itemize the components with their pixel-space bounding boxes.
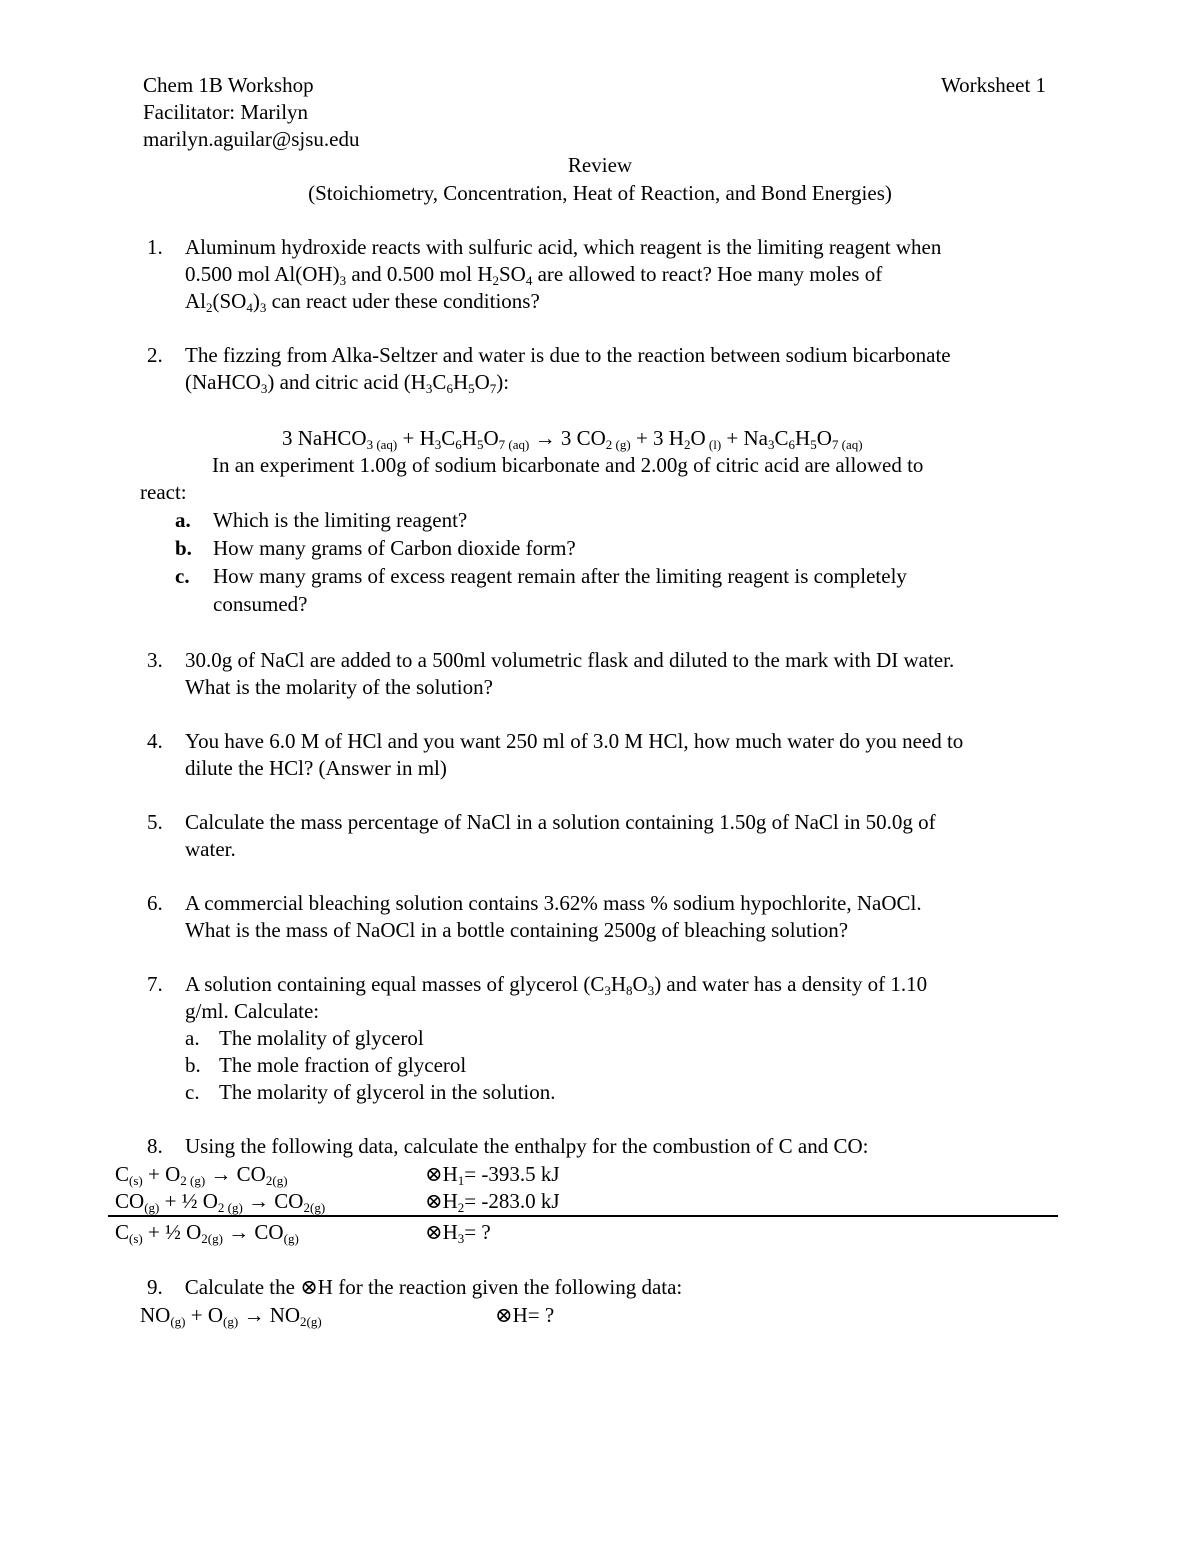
question-number: 2. [147,343,163,367]
reaction-1: $C_{(s)} + O_{2 (g)} \to CO_{2(g)}$ [115,1162,288,1188]
question-6 [147,890,1067,944]
question-9 [147,1274,682,1301]
q1-line-3: $Al_2(SO_4)_3$ can react uder these conditions? [185,289,540,315]
question-number: 6. [147,891,163,915]
q5-line-2: water. [185,837,236,861]
review-title: Review [567,153,633,177]
q3-line-2: What is the molarity of the solution? [185,675,493,699]
worksheet-label: Worksheet 1 [941,73,1047,97]
list-item-continued: consumed? [213,592,308,616]
reaction-3: $C_{(s)}$ + ½ $O_{2(g)} \to CO_{(g)}$ [115,1220,299,1246]
question-number: 7. [147,972,163,996]
question-number: 3. [147,648,163,672]
q7-line-2: g/ml. Calculate: [185,999,320,1023]
q1-line-2: 0.500 mol $Al(OH)_3$ and 0.500 mol $H_2SO_4$ are allowed to react? Hoe many moles of [185,262,883,288]
reaction-2: $CO_{(g)}$ + ½ $O_{2 (g)} \to CO_{2(g)}$ [115,1189,326,1215]
email: marilyn.aguilar@sjsu.edu [143,127,360,151]
q9-line-1: Calculate the ⊗H for the reaction given the following data: [184,1275,683,1299]
question-number: 9. [147,1275,163,1299]
question-5 [147,809,1067,863]
list-item: a. The molality of glycerol [185,1026,424,1050]
q2-react: react: [140,480,187,504]
list-item: c. The molarity of glycerol in the solution. [185,1080,556,1104]
q3-line-1: 30.0g of NaCl are added to a 500ml volumetric flask and diluted to the mark with DI water. [185,648,955,672]
q7-line-1: A solution containing equal masses of glycerol $(C_3H_8O_3)$ and water has a density of 1.10 [185,972,928,998]
enthalpy-3: $\otimes H_3=$ ? [425,1220,491,1246]
q2-line-2: (NaHCO$_3$) and citric acid $(H_3C_6H_5O_7)$: [185,370,510,396]
reaction-equation: 3 NaHCO$_{3 (aq)}$ + $H_3C_6H_5O_{7 (aq)} \to 3$ $CO_{2 (g)} + 3$ $H_2O$ $_{(l)} + Na_3C_6H_5O_{7 (aq)}$ [282,426,863,452]
question-1 [147,234,1067,315]
q4-line-1: You have 6.0 M of HCl and you want 250 ml of 3.0 M HCl, how much water do you need to [185,729,964,753]
question-number: 1. [147,235,163,259]
question-7 [147,971,1067,1025]
q2-parts [175,507,1075,619]
q5-line-1: Calculate the mass percentage of NaCl in a solution containing 1.50g of NaCl in 50.0g of [185,810,936,834]
question-8 [147,1133,1067,1160]
question-number: 8. [147,1134,163,1158]
q6-line-2: What is the mass of NaOCl in a bottle containing 2500g of bleaching solution? [185,918,849,942]
q8-line-1: Using the following data, calculate the enthalpy for the combustion of C and CO: [185,1134,869,1158]
list-item: b. The mole fraction of glycerol [185,1053,467,1077]
question-4 [147,728,1067,782]
q2-experiment: In an experiment 1.00g of sodium bicarbonate and 2.00g of citric acid are allowed to [212,453,924,477]
q4-line-2: dilute the HCl? (Answer in ml) [185,756,447,780]
question-number: 5. [147,810,163,834]
q2-line-1: The fizzing from Alka-Seltzer and water is due to the reaction between sodium bicarbonate [185,343,951,367]
q7-parts [185,1025,1085,1106]
question-2 [147,342,1067,396]
list-item: b. How many grams of Carbon dioxide form? [175,536,576,560]
q9-enthalpy: ⊗H= ? [495,1303,555,1327]
enthalpy-2: $\otimes H_2= -283.0$ kJ [425,1189,560,1215]
list-item: a. Which is the limiting reagent? [175,508,468,532]
review-subtitle: (Stoichiometry, Concentration, Heat of Reaction, and Bond Energies) [308,181,892,205]
enthalpy-1: $\otimes H_1= -393.5$ kJ [425,1162,560,1188]
question-3 [147,647,1067,701]
q6-line-1: A commercial bleaching solution contains 3.62% mass % sodium hypochlorite, NaOCl. [185,891,922,915]
list-item: c. How many grams of excess reagent remain after the limiting reagent is completely [175,564,907,588]
question-number: 4. [147,729,163,753]
sum-divider [108,1215,1058,1217]
course-title: Chem 1B Workshop [143,73,314,97]
facilitator: Facilitator: Marilyn [143,100,309,124]
q9-reaction: $NO_{(g)} + O_{(g)} \to NO_{2(g)}$ [140,1303,322,1329]
q1-line-1: Aluminum hydroxide reacts with sulfuric acid, which reagent is the limiting reagent when [185,235,942,259]
